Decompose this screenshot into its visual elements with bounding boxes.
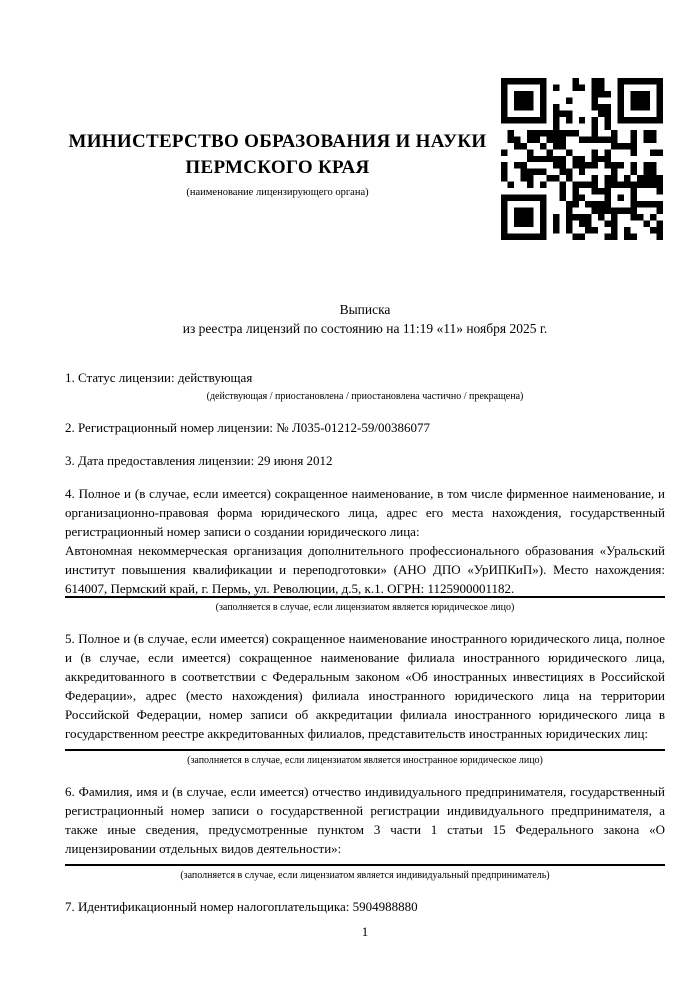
document-body xyxy=(65,300,665,930)
item-value: Автономная некоммерческая организация дополнительного профессионального образования «Уральский институт повышения квалификации и переподготовки» (АНО ДПО «УрИПКиП»). Место нахождения: 614007, Пермский край, г. Пермь, ул. Революции, д.5, к.1. ОГРН: 1125900001182. xyxy=(65,543,665,596)
license-item xyxy=(65,897,665,916)
item-text: 7. Идентификационный номер налогоплательщика: 5904988880 xyxy=(65,899,418,914)
item-text: 6. Фамилия, имя и (в случае, если имеется) отчество индивидуального предпринимателя, государственный регистрационный номер записи о государственной регистрации индивидуального предпринимателя, а также иные сведения, предусмотренные пунктом 3 части 1 статьи 15 Федерального закона «О лицензировании отдельных видов деятельности»: xyxy=(65,784,665,856)
issuing-authority-name xyxy=(65,129,490,181)
license-items xyxy=(65,368,665,916)
document-title xyxy=(65,300,665,338)
item-text: 4. Полное и (в случае, если имеется) сокращенное наименование, в том числе фирменное наименование, и организационно-правовая форма юридического лица, адрес его места нахождения, государственный регистрационный номер записи о создании юридического лица: xyxy=(65,486,665,539)
item-text: 5. Полное и (в случае, если имеется) сокращенное наименование иностранного юридического лица, полное и (в случае, если имеется) сокращенное наименование филиала иностранного юридического лица, аккредитованного в соответствии с Федеральным законом «Об иностранных инвестициях в Российской Федерации», адрес (место нахождения) филиала иностранного юридического лица на территории Российской Федерации, номер записи об аккредитации филиала иностранного юридического лица в государственном реестре аккредитованных филиалов, представительств иностранных юридических лиц: xyxy=(65,631,665,741)
item-caption: (действующая / приостановлена / приостановлена частично / прекращена) xyxy=(206,391,524,402)
fill-in-rule xyxy=(65,864,665,866)
authority-name-line1: МИНИСТЕРСТВО ОБРАЗОВАНИЯ И НАУКИ xyxy=(68,131,487,152)
item-text: 3. Дата предоставления лицензии: 29 июня 2012 xyxy=(65,453,333,468)
document-title-line1: Выписка xyxy=(339,302,391,317)
item-caption: (заполняется в случае, если лицензиатом является иностранное юридическое лицо) xyxy=(187,755,543,766)
license-item xyxy=(65,368,665,404)
authority-caption: (наименование лицензирующего органа) xyxy=(186,187,369,198)
fill-in-rule xyxy=(65,749,665,751)
item-text: 2. Регистрационный номер лицензии: № Л035-01212-59/00386077 xyxy=(65,420,431,435)
license-item xyxy=(65,629,665,768)
license-item xyxy=(65,782,665,883)
license-item xyxy=(65,484,665,615)
license-item xyxy=(65,451,665,470)
item-caption: (заполняется в случае, если лицензиатом является индивидуальный предприниматель) xyxy=(180,870,550,881)
authority-name-line2: ПЕРМСКОГО КРАЯ xyxy=(185,157,370,178)
page-number: 1 xyxy=(361,924,369,939)
qr-code-icon xyxy=(501,78,663,240)
item-caption: (заполняется в случае, если лицензиатом является юридическое лицо) xyxy=(215,602,515,613)
document-title-line2: из реестра лицензий по состоянию на 11:19 «11» ноября 2025 г. xyxy=(182,321,548,336)
license-item xyxy=(65,418,665,437)
document-header xyxy=(65,129,490,199)
item-text: 1. Статус лицензии: действующая xyxy=(65,370,253,385)
